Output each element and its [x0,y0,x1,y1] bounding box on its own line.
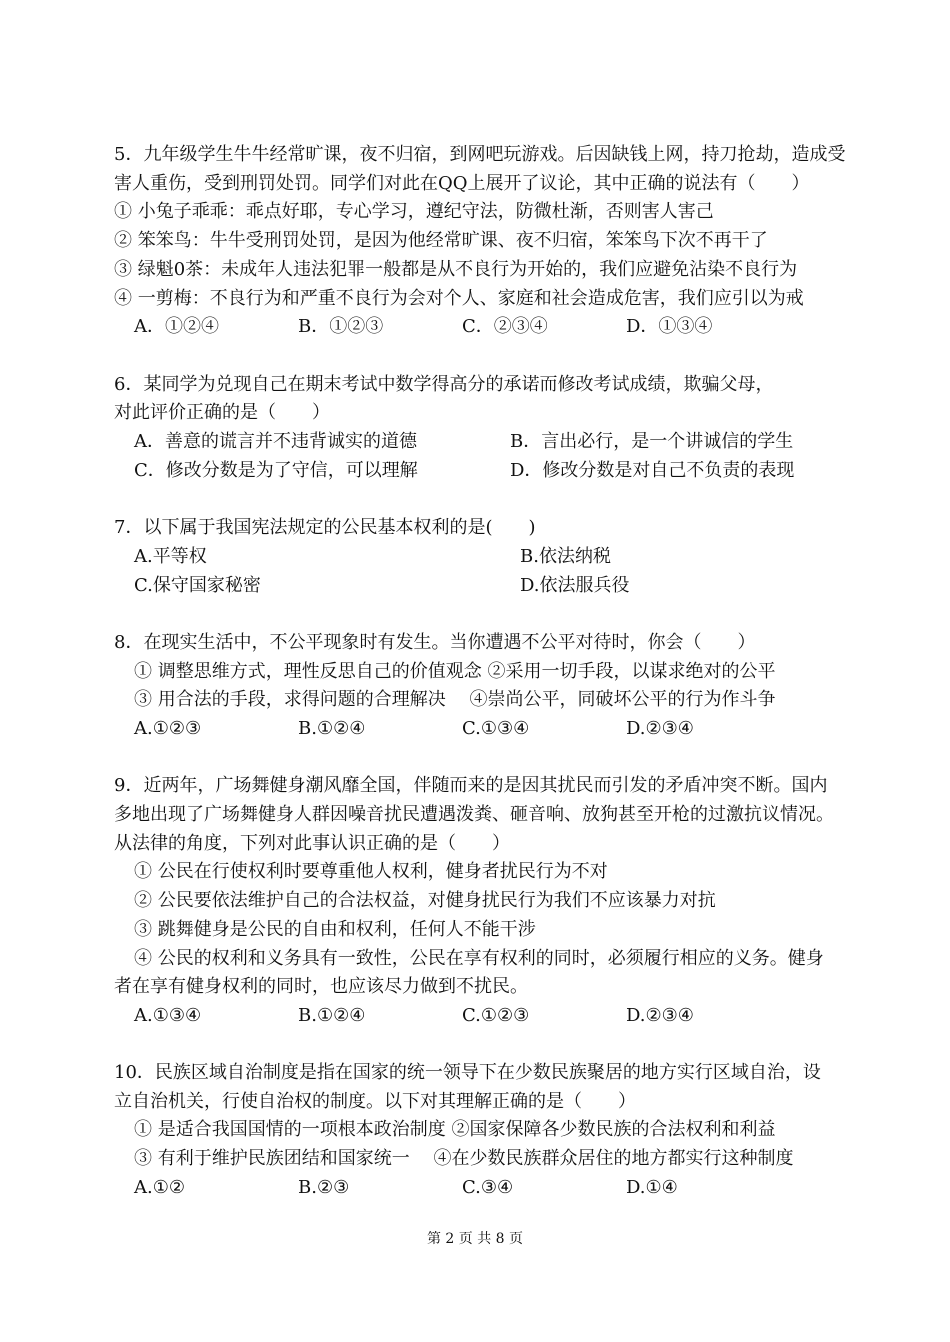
q5-option-c: C．②③④ [462,316,548,337]
q6-option-d: D．修改分数是对自己不负责的表现 [510,460,795,481]
q8-option-d: D.②③④ [626,718,694,739]
q9-option-a: A.①③④ [134,1005,202,1026]
q9-option-c: C.①②③ [462,1005,530,1026]
q8-option-b: B.①②④ [298,718,366,739]
q5-option-d: D．①③④ [626,316,713,337]
q7-stem: 7．以下属于我国宪法规定的公民基本权利的是( ) [114,517,536,538]
q5-statement-2: ② 笨笨鸟：牛牛受刑罚处罚，是因为他经常旷课、夜不归宿，笨笨鸟下次不再干了 [114,230,768,251]
q8-statements-3-4: ③ 用合法的手段，求得问题的合理解决 ④崇尚公平，同破坏公平的行为作斗争 [134,689,776,710]
q5-statement-3: ③ 绿魁0茶：未成年人违法犯罪一般都是从不良行为开始的，我们应避免沾染不良行为 [114,259,798,280]
q10-statements-1-2: ① 是适合我国国情的一项根本政治制度 ②国家保障各少数民族的合法权利和利益 [134,1119,776,1140]
q10-statements-3-4: ③ 有利于维护民族团结和国家统一 ④在少数民族群众居住的地方都实行这种制度 [134,1148,794,1169]
q7-option-c: C.保守国家秘密 [134,575,261,596]
q9-stem-line1: 9．近两年，广场舞健身潮风靡全国，伴随而来的是因其扰民而引发的矛盾冲突不断。国内 [114,775,828,796]
q8-stem: 8．在现实生活中，不公平现象时有发生。当你遭遇不公平对待时，你会（ ） [114,632,756,653]
q6-stem-line1: 6．某同学为兑现自己在期末考试中数学得高分的承诺而修改考试成绩，欺骗父母， [114,374,774,395]
q5-option-a: A．①②④ [134,316,219,337]
q10-option-b: B.②③ [298,1177,350,1198]
q5-option-b: B．①②③ [298,316,384,337]
q9-option-d: D.②③④ [626,1005,694,1026]
q6-option-a: A．善意的谎言并不违背诚实的道德 [134,431,417,452]
q9-option-b: B.①②④ [298,1005,366,1026]
q9-statement-4-line1: ④ 公民的权利和义务具有一致性，公民在享有权利的同时，必须履行相应的义务。健身 [134,948,824,969]
q10-option-d: D.①④ [626,1177,678,1198]
page-number-footer: 第 2 页 共 8 页 [426,1231,524,1247]
q6-option-c: C．修改分数是为了守信，可以理解 [134,460,418,481]
q5-statement-1: ① 小兔子乖乖：乖点好耶，专心学习，遵纪守法，防微杜渐，否则害人害己 [114,201,714,222]
q5-stem-line2: 害人重伤，受到刑罚处罚。同学们对此在QQ上展开了议论，其中正确的说法有（ ） [114,173,810,194]
q9-stem-line3: 从法律的角度，下列对此事认识正确的是（ ） [114,833,510,854]
q10-stem-line2: 立自治机关，行使自治权的制度。以下对其理解正确的是（ ） [114,1091,636,1112]
q7-option-b: B.依法纳税 [520,546,611,567]
q10-stem-line1: 10．民族区域自治制度是指在国家的统一领导下在少数民族聚居的地方实行区域自治，设 [114,1062,821,1083]
q10-option-c: C.③④ [462,1177,514,1198]
q5-statement-4: ④ 一剪梅：不良行为和严重不良行为会对个人、家庭和社会造成危害，我们应引以为戒 [114,288,804,309]
q9-statement-3: ③ 跳舞健身是公民的自由和权利，任何人不能干涉 [134,919,536,940]
q8-option-a: A.①②③ [134,718,202,739]
q6-stem-line2: 对此评价正确的是（ ） [114,402,330,423]
q6-option-b: B．言出必行，是一个讲诚信的学生 [510,431,794,452]
q9-statement-4-line2: 者在享有健身权利的同时，也应该尽力做到不扰民。 [114,976,528,997]
q7-option-a: A.平等权 [134,546,207,567]
q7-option-d: D.依法服兵役 [520,575,630,596]
q5-stem-line1: 5．九年级学生牛牛经常旷课，夜不归宿，到网吧玩游戏。后因缺钱上网，持刀抢劫，造成受 [114,144,846,165]
q8-option-c: C.①③④ [462,718,530,739]
q9-statement-1: ① 公民在行使权利时要尊重他人权利，健身者扰民行为不对 [134,861,608,882]
q9-statement-2: ② 公民要依法维护自己的合法权益，对健身扰民行为我们不应该暴力对抗 [134,890,716,911]
q8-statements-1-2: ① 调整思维方式，理性反思自己的价值观念 ②采用一切手段，以谋求绝对的公平 [134,661,776,682]
q10-option-a: A.①② [134,1177,185,1198]
q9-stem-line2: 多地出现了广场舞健身人群因噪音扰民遭遇泼粪、砸音响、放狗甚至开枪的过激抗议情况。 [114,804,834,825]
